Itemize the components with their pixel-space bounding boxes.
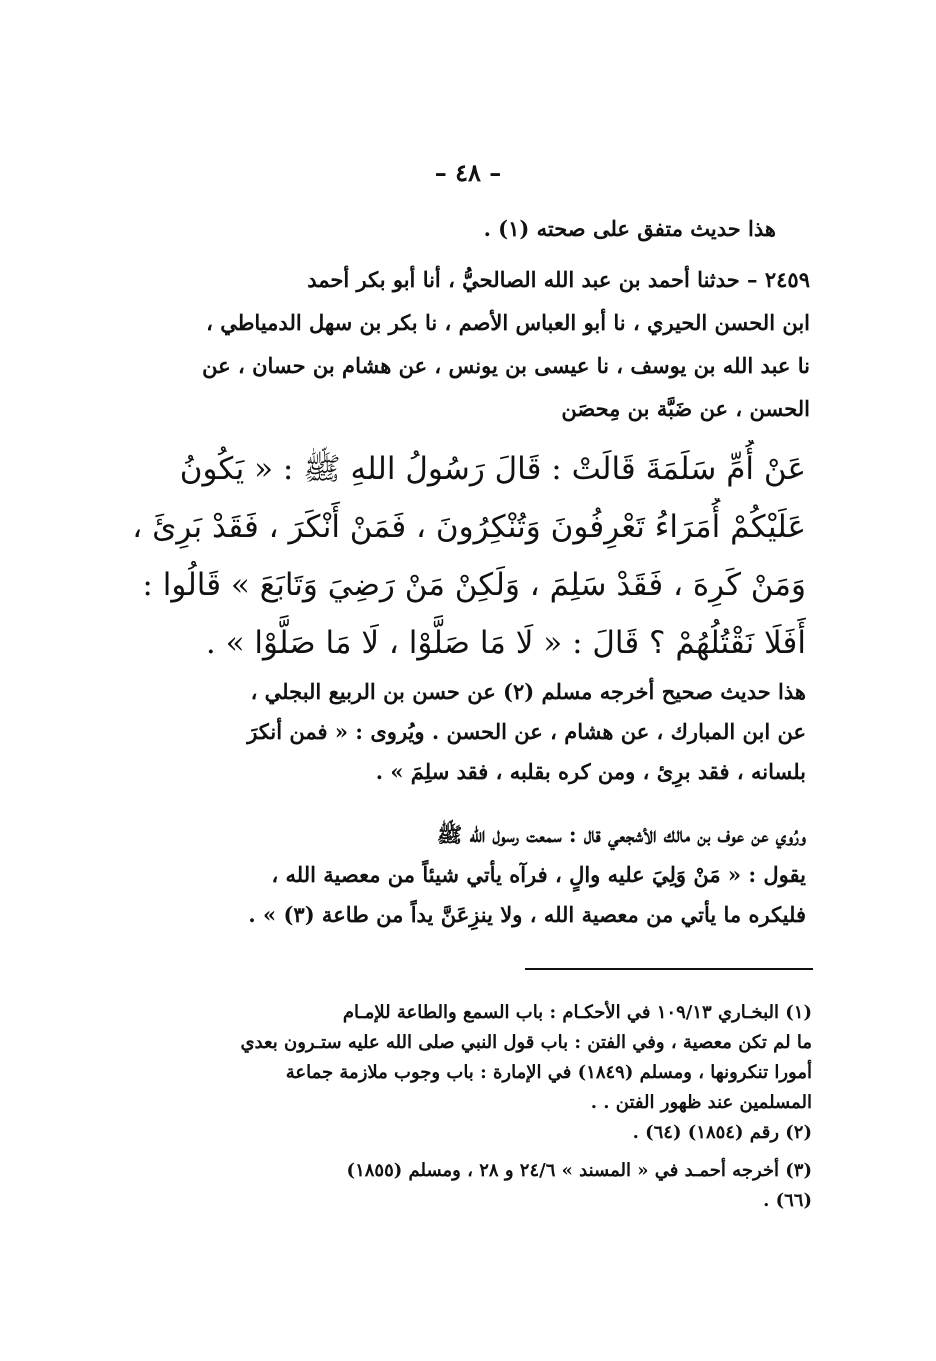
- text-line: بلسانه ، فقد برِئ ، ومن كره بقلبه ، فقد سلِمَ » .: [375, 759, 806, 784]
- footnote-1-line: ما لم تكن معصية ، وفي الفتن : باب قول النبي صلى الله عليه ستـرون بعدي: [240, 1032, 812, 1053]
- page-number: – ٤٨ –: [434, 158, 502, 187]
- paragraph-grading: [130, 672, 806, 792]
- paragraph-hadith-agreement: [130, 210, 776, 248]
- text-line: هذا حديث متفق على صحته (١) .: [483, 216, 776, 241]
- text-line: عَلَيْكُمْ أُمَرَاءُ تَعْرِفُونَ وَتُنْكِرُونَ ، فَمَنْ أَنْكَرَ ، فَقَدْ بَرِئَ ،: [132, 509, 806, 545]
- text-line: ورُوي عن عوف بن مالك الأشجعي قال : سمعت رسول الله ﷺ: [436, 822, 806, 847]
- footnotes: [130, 998, 812, 1216]
- paragraph-awf-narration: [130, 815, 806, 935]
- text-line: وَمَنْ كَرِهَ ، فَقَدْ سَلِمَ ، وَلَكِنْ مَنْ رَضِيَ وَتَابَعَ » قَالُوا :: [142, 567, 806, 603]
- footnote-3-line: (٦٦) .: [763, 1190, 812, 1211]
- text-line: ابن الحسن الحيري ، نا أبو العباس الأصم ، نا بكر بن سهل الدمياطي ،: [206, 310, 810, 335]
- text-line: الحسن ، عن ضَبَّة بن مِحصَن: [561, 396, 810, 421]
- text-line: عَنْ أُمِّ سَلَمَةَ قَالَتْ : قَالَ رَسُولُ اللهِ ﷺ : « يَكُونُ: [179, 451, 806, 487]
- text-line: أَفَلَا نَقْتُلُهُمْ ؟ قَالَ : « لَا مَا صَلَّوْا ، لَا مَا صَلَّوْا » .: [205, 625, 806, 661]
- text-line: فليكره ما يأتي من معصية الله ، ولا ينزِعَنَّ يداً من طاعة (٣) » .: [248, 902, 806, 927]
- footnote-1-line: أمورا تنكرونها ، ومسلم (١٨٤٩) في الإمارة : باب وجوب ملازمة جماعة: [285, 1062, 812, 1083]
- footnote-1-line: المسلمين عند ظهور الفتن . .: [590, 1092, 812, 1113]
- footnote-spacer: [130, 1148, 812, 1156]
- paragraph-hadith-matn: [130, 440, 806, 672]
- footnote-2-line: (٢) رقم (١٨٥٤) (٦٤) .: [632, 1122, 812, 1143]
- text-line: ٢٤٥٩ – حدثنا أحمد بن عبد الله الصالحيُّ ، أنا أبو بكر أحمد: [307, 267, 810, 292]
- footnote-divider: [525, 968, 813, 970]
- text-line: نا عبد الله بن يوسف ، نا عيسى بن يونس ، عن هشام بن حسان ، عن: [202, 353, 810, 378]
- text-line: يقول : « مَنْ وَلِيَ عليه والٍ ، فرآه يأتي شيئاً من معصية الله ،: [271, 862, 806, 887]
- text-line: عن ابن المبارك ، عن هشام ، عن الحسن . ويُروى : « فمن أنكرَ: [247, 719, 806, 744]
- footnote-1-line: (١) البخـاري ١٠٩/١٣ في الأحكـام : باب السمع والطاعة للإمـام: [342, 1002, 812, 1023]
- footnote-3-line: (٣) أخرجه أحمـد في « المسند » ٢٤/٦ و ٢٨ ، ومسلم (١٨٥٥): [346, 1160, 812, 1181]
- text-line: هذا حديث صحيح أخرجه مسلم (٢) عن حسن بن الربيع البجلي ،: [250, 679, 806, 704]
- paragraph-isnad-2459: [130, 258, 810, 430]
